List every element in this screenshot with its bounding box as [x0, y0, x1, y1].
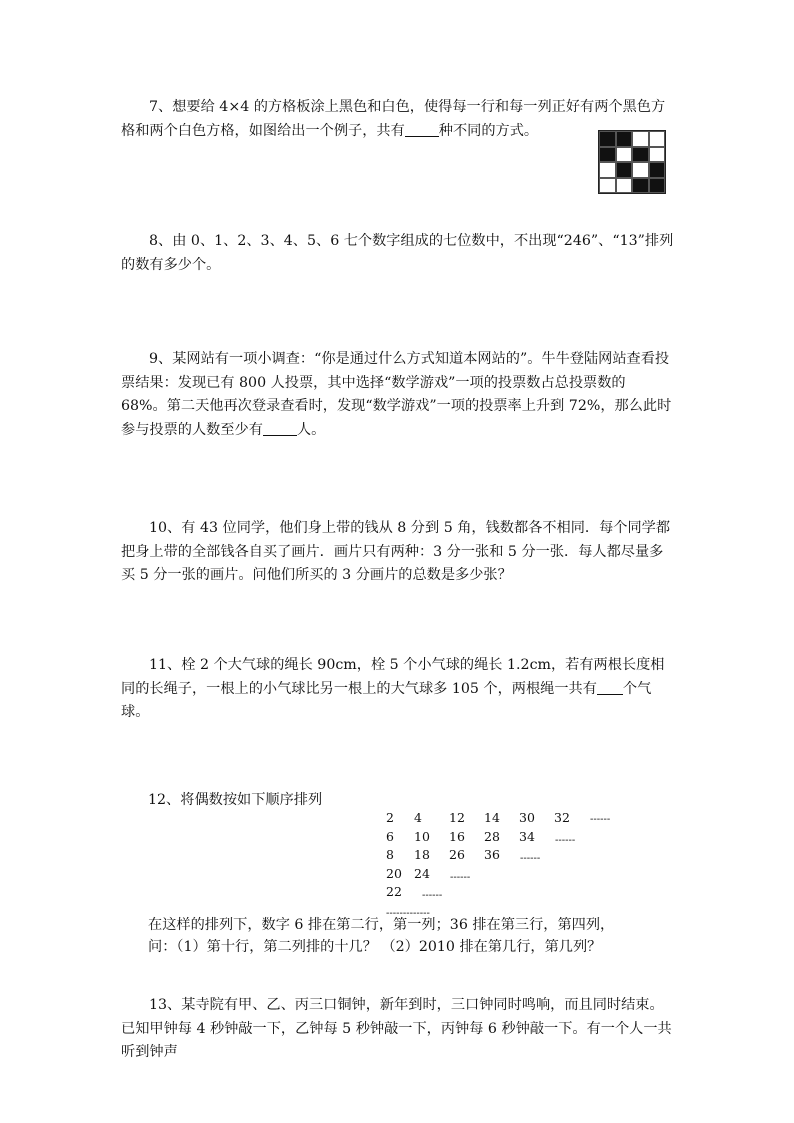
question-number: 13、 [149, 997, 182, 1013]
number-cell: 26 [449, 847, 465, 862]
question-number: 8、 [149, 233, 173, 249]
number-cell: 30 [519, 810, 535, 825]
number-cell: 4 [414, 810, 422, 825]
question-9 [121, 348, 674, 442]
question-text: 想要给 4×4 的方格板涂上黑色和白色，使得每一行和每一列正好有两个黑色方格和两个白色方格，如图给出一个例子，共有 [121, 99, 666, 139]
black-cell [616, 131, 633, 147]
question-text: 某网站有一项小调查：“你是通过什么方式知道本网站的”。牛牛登陆网站查看投票结果：发现已有 800 人投票，其中选择“数学游戏”一项的投票数占总投票数的 68%。第二天他再次登录查看时，发现“数学游戏”一项的投票率上升到 72%，那么此时参与投票的人数至少有 [121, 351, 672, 438]
number-cell: 36 [484, 847, 500, 862]
number-cell: 16 [449, 828, 465, 844]
question-12-body [148, 915, 688, 958]
number-cell: 12 [449, 810, 465, 825]
number-cell: 28 [484, 828, 500, 844]
question-text: 某寺院有甲、乙、丙三口铜钟，新年到时，三口钟同时鸣响，而且同时结束。已知甲钟每 4 秒钟敲一下，乙钟每 5 秒钟敲一下，丙钟每 6 秒钟敲一下。有一个人一共听到钟声 [121, 997, 672, 1060]
question-text: 由 0、1、2、3、4、5、6 七个数字组成的七位数中，不出现“246”、“13”排列的数有多少个。 [121, 233, 674, 273]
question-number: 12、 [148, 792, 181, 808]
question-text: 栓 2 个大气球的绳长 90cm，栓 5 个小气球的绳长 1.2cm，若有两根长度相同的长绳子，一根上的小气球比另一根上的大气球多 105 个，两根绳一共有 [121, 657, 665, 697]
number-cell: 20 [386, 865, 402, 881]
black-cell [599, 147, 616, 163]
question-8 [121, 230, 674, 277]
white-cell [616, 147, 633, 163]
row-ellipsis: ------ [555, 834, 576, 846]
black-cell [616, 162, 633, 178]
row-ellipsis: ------ [520, 853, 541, 864]
white-cell [599, 162, 616, 178]
number-cell: 22 [386, 884, 402, 899]
question-text-end: 个气球。 [121, 680, 652, 720]
question-number: 11、 [149, 657, 182, 673]
white-cell [632, 131, 649, 147]
white-cell [599, 178, 616, 194]
number-cell: 2 [386, 810, 394, 825]
number-cell: 32 [554, 810, 570, 825]
white-cell [649, 131, 666, 147]
black-cell [599, 131, 616, 147]
answer-blank[interactable] [597, 680, 623, 695]
row-ellipsis: ------ [422, 890, 443, 901]
question-number: 9、 [149, 351, 173, 367]
question-number: 10、 [149, 520, 182, 536]
black-cell [632, 178, 649, 194]
black-cell [649, 162, 666, 178]
number-cell: 24 [414, 865, 430, 881]
question-12-heading [148, 789, 322, 811]
answer-blank[interactable] [263, 421, 297, 436]
white-cell [616, 178, 633, 194]
question-10 [121, 517, 674, 588]
number-cell: 14 [484, 810, 500, 825]
row-ellipsis: ------ [450, 871, 471, 883]
row-ellipsis: ------ [590, 814, 611, 825]
question-11 [121, 654, 674, 725]
question-12-ask: 问：（1）第十行，第二列排的十几？ （2）2010 排在第几行，第几列？ [148, 938, 602, 955]
number-cell: 8 [386, 847, 394, 862]
number-cell: 10 [414, 828, 430, 844]
arrangement-explanation: 在这样的排列下，数字 6 排在第二行，第一列；36 排在第三行，第四列， [148, 917, 615, 933]
question-7 [121, 96, 674, 143]
final-dashes: ------------- [386, 908, 430, 919]
white-cell [649, 147, 666, 163]
black-cell [632, 147, 649, 163]
question-text-end: 种不同的方式。 [438, 122, 539, 139]
number-cell: 34 [519, 828, 535, 844]
black-cell [649, 178, 666, 194]
answer-blank[interactable] [405, 122, 439, 137]
question-text: 有 43 位同学，他们身上带的钱从 8 分到 5 角，钱数都各不相同．每个同学都把身上带的全部钱各自买了画片．画片只有两种：3 分一张和 5 分一张．每人都尽量多买 5 分一张的画片。问他们所买的 3 分画片的总数是多少张？ [121, 520, 671, 583]
question-13 [121, 994, 674, 1065]
question-text: 将偶数按如下顺序排列 [180, 792, 323, 808]
question-text-end: 人。 [296, 421, 326, 438]
question-number: 7、 [149, 99, 173, 115]
number-cell: 6 [386, 828, 394, 844]
example-grid-figure [598, 130, 666, 194]
number-cell: 18 [414, 847, 430, 862]
white-cell [632, 162, 649, 178]
